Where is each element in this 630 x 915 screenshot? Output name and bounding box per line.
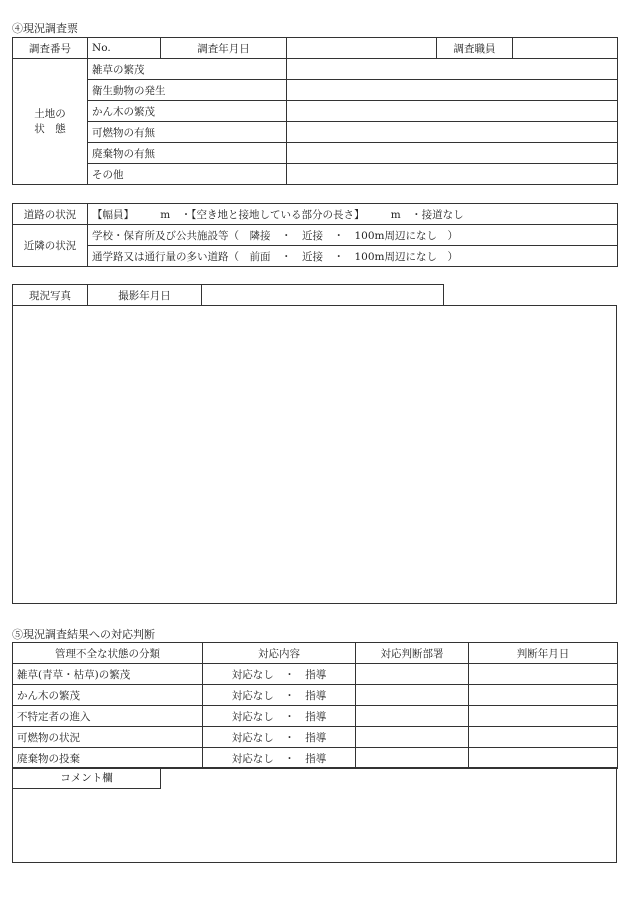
near-label: 近隣の状況 (13, 225, 88, 267)
survey-date-label: 調査年月日 (161, 38, 287, 59)
response-category: 可燃物の状況 (13, 727, 203, 748)
response-action[interactable]: 対応なし ・ 指導 (203, 727, 356, 748)
response-date-field[interactable] (469, 685, 618, 706)
table-row (13, 664, 618, 685)
survey-item-field[interactable] (287, 59, 618, 80)
table-row (13, 685, 618, 706)
response-dept-field[interactable] (356, 748, 469, 769)
photo-date-label: 撮影年月日 (88, 285, 202, 306)
survey-id-label: 調査番号 (13, 38, 88, 59)
survey-item-field[interactable] (287, 122, 618, 143)
response-date-field[interactable] (469, 727, 618, 748)
response-title: ⑤現況調査結果への対応判断 (12, 628, 155, 641)
survey-item-field[interactable] (287, 101, 618, 122)
response-dept-field[interactable] (356, 727, 469, 748)
survey-table (12, 37, 618, 185)
response-category: 不特定者の進入 (13, 706, 203, 727)
response-action[interactable]: 対応なし ・ 指導 (203, 706, 356, 727)
response-category: 雑草(青草・枯草)の繁茂 (13, 664, 203, 685)
photo-header (12, 284, 444, 306)
response-action[interactable]: 対応なし ・ 指導 (203, 685, 356, 706)
response-header: 対応判断部署 (356, 643, 469, 664)
survey-item-field[interactable] (287, 80, 618, 101)
road-label: 道路の状況 (13, 204, 88, 225)
table-row (13, 748, 618, 769)
survey-item: 衛生動物の発生 (88, 80, 287, 101)
survey-date-field[interactable] (287, 38, 437, 59)
survey-item: 雑草の繁茂 (88, 59, 287, 80)
land-state-label: 土地の 状 態 (13, 59, 88, 185)
survey-item: 廃棄物の有無 (88, 143, 287, 164)
survey-item: かん木の繁茂 (88, 101, 287, 122)
response-date-field[interactable] (469, 748, 618, 769)
survey-item: 可燃物の有無 (88, 122, 287, 143)
response-header: 管理不全な状態の分類 (13, 643, 203, 664)
response-category: かん木の繁茂 (13, 685, 203, 706)
response-date-field[interactable] (469, 706, 618, 727)
photo-area[interactable] (12, 305, 617, 604)
response-dept-field[interactable] (356, 664, 469, 685)
survey-item-field[interactable] (287, 143, 618, 164)
response-table (12, 642, 618, 769)
response-date-field[interactable] (469, 664, 618, 685)
response-category: 廃棄物の投棄 (13, 748, 203, 769)
table-row (13, 706, 618, 727)
response-dept-field[interactable] (356, 685, 469, 706)
response-action[interactable]: 対応なし ・ 指導 (203, 748, 356, 769)
comment-label: コメント欄 (12, 767, 161, 789)
near-row-school: 学校・保育所及び公共施設等（ 隣接 ・ 近接 ・ 100m周辺になし ） (88, 225, 618, 246)
survey-item-field[interactable] (287, 164, 618, 185)
survey-staff-label: 調査職員 (437, 38, 513, 59)
response-header: 対応内容 (203, 643, 356, 664)
road-text: 【幅員】 m ・【空き地と接地している部分の長さ】 m ・接道なし (88, 204, 618, 225)
survey-item: その他 (88, 164, 287, 185)
response-action[interactable]: 対応なし ・ 指導 (203, 664, 356, 685)
near-row-road: 通学路又は通行量の多い道路（ 前面 ・ 近接 ・ 100m周辺になし ） (88, 246, 618, 267)
survey-title: ④現況調査票 (12, 22, 78, 35)
table-row (13, 727, 618, 748)
survey-staff-field[interactable] (513, 38, 618, 59)
photo-date-field[interactable] (202, 285, 444, 306)
response-dept-field[interactable] (356, 706, 469, 727)
response-header: 判断年月日 (469, 643, 618, 664)
road-table (12, 203, 618, 267)
photo-label: 現況写真 (13, 285, 88, 306)
survey-no-label: No. (88, 38, 161, 59)
